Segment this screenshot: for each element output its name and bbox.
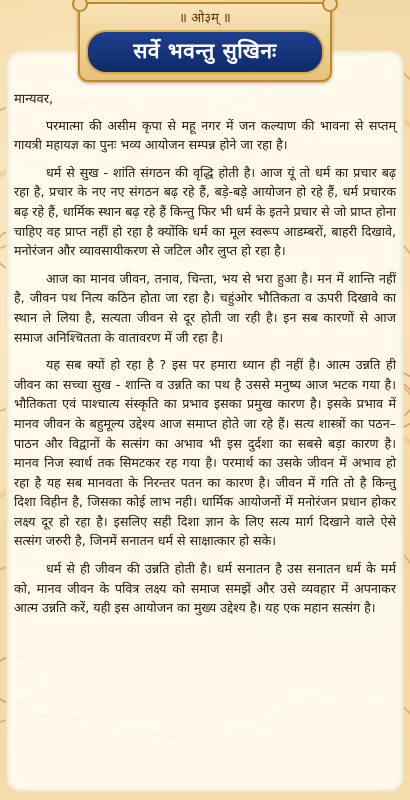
letter-body (14, 90, 396, 626)
salutation: मान्यवर, (14, 92, 54, 107)
paragraph-1: परमात्मा की असीम कृपा से महू नगर में जन कल्याण की भावना से सप्तम् गायत्री महायज्ञ का पुनः भव्य आयोजन सम्पन्न होने जा रहा है। (14, 117, 396, 153)
header-plaque (78, 2, 332, 82)
paragraph-4: यह सब क्यों हो रहा है ? इस पर हमारा ध्यान ही नहीं है। आत्म उन्नति ही जीवन का सच्चा सुख - शान्ति व उन्नति का पथ है उससे मनुष्य आज भटक गया है। भौतिकता एवं पाश्चात्य संस्कृति का प्रभाव इसका प्रमुख कारण है। इसके प्रभाव में मानव जीवन के बहुमूल्य उद्देश्य आज समाप्त होते जा रहे हैं। सत्य शास्त्रों का पठन–पाठन और विद्वानों के सत्संग का अभाव भी इस दुर्दशा का सबसे बड़ा कारण है। मानव निज स्वार्थ तक सिमटकर रह गया है। परमार्थ का उसके जीवन में अभाव हो रहा है यह सब मानवता के निरन्तर पतन का कारण है। जीवन में गति तो है किन्तु दिशा विहीन है, जिसका कोई लाभ नही। धार्मिक आयोजनों में मनोरंजन प्रधान होकर लक्ष्य दूर हो रहा है। इसलिए सही दिशा ज्ञान के लिए सत्य मार्ग दिखाने वाले ऐसे सत्संग जरुरी है, जिनमें सनातन धर्म से साक्षात्कार हो सके। (14, 357, 396, 549)
paragraph-2: धर्म से सुख - शांति संगठन की वृद्धि होती है। आज यूं तो धर्म का प्रचार बढ़ रहा है, प्रचार के नए नए संगठन बढ़ रहे हैं, बड़े-बड़े आयोजन हो रहे हैं, धर्म प्रचारक बढ़ रहे हैं, धार्मिक स्थान बढ़ रहे हैं किन्तु फिर भी धर्म के इतने प्रचार से जो प्राप्त होना चाहिए वह प्राप्त नहीं हो रहा है क्योंकि धर्म का मूल स्वरूप आडम्बरों, बाहरी दिखावे, मनोरंजन और व्यावसायीकरण से जटिल और लुप्त हो रहा है। (14, 164, 396, 259)
paragraph-3: आज का मानव जीवन, तनाव, चिन्ता, भय से भरा हुआ है। मन में शान्ति नहीं है, जीवन पथ नित्य कठिन होता जा रहा है। चहुंओर भौतिकता व ऊपरी दिखावे का स्थान ले लिया है, सत्यता जीवन से दूर होती जा रही है। इन सब कारणों से आज समाज अनिश्चितता के वातावरण में जी रहा है। (14, 270, 396, 345)
invocation-text: ॥ ओ३म् ॥ (179, 11, 231, 26)
paragraph-5: धर्म से ही जीवन की उन्नति होती है। धर्म सनातन है उस सनातन धर्म के मर्म को, मानव जीवन के पवित्र लक्ष्य को समाज समझें और उसे व्यवहार में अपनाकर आत्म उन्नति करें, यही इस आयोजन का मुख्य उद्देश्य है। यह एक महान सत्संग है। (14, 561, 396, 616)
title-banner: सर्वे भवन्तु सुखिनः (86, 30, 324, 74)
